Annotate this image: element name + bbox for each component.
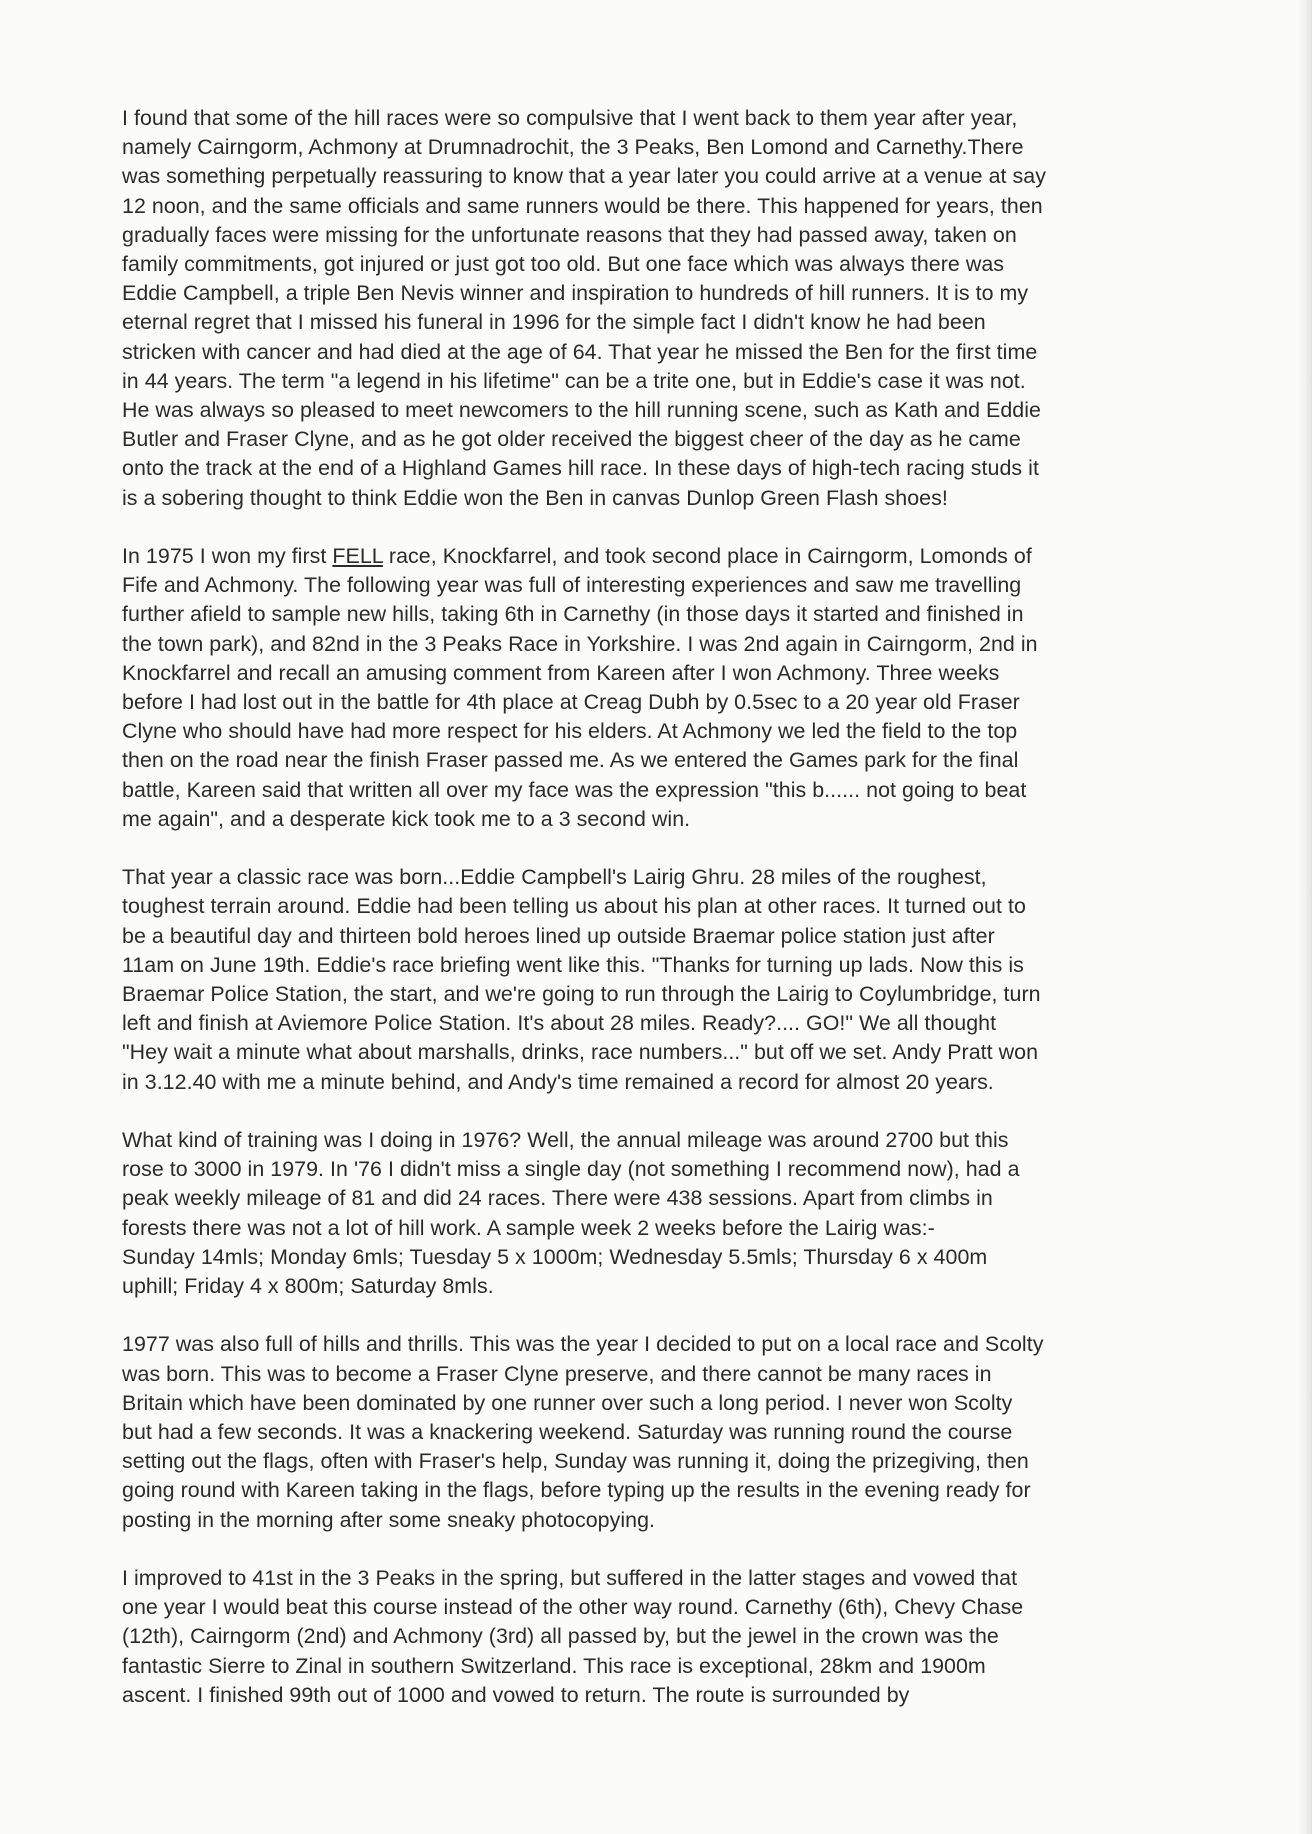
text-line: family commitments, got injured or just got too old. But one face which was always there was — [122, 252, 1005, 277]
text-line: 11am on June 19th. Eddie's race briefing went like this. "Thanks for turning up lads. Now this is — [122, 952, 1024, 977]
text-line: Sunday 14mls; Monday 6mls; Tuesday 5 x 1000m; Wednesday 5.5mls; Thursday 6 x 400m — [122, 1244, 988, 1269]
text-line: uphill; Friday 4 x 800m; Saturday 8mls. — [122, 1274, 494, 1299]
text-line: namely Cairngorm, Achmony at Drumnadrochit, the 3 Peaks, Ben Lomond and Carnethy.There — [122, 135, 1024, 160]
page-edge-shadow — [1298, 0, 1312, 1834]
text-line: battle, Kareen said that written all over my face was the expression "this b...... not going to beat — [122, 777, 1027, 802]
text-line: rose to 3000 in 1979. In '76 I didn't miss a single day (not something I recommend now), had a — [122, 1157, 1020, 1182]
text-segment: race, Knockfarrel, and took second place in Cairngorm, Lomonds of — [382, 544, 1032, 569]
paragraph-sierre-zinal — [122, 1564, 1212, 1710]
text-line: further afield to sample new hills, taking 6th in Carnethy (in those days it started and finished in — [122, 602, 1024, 627]
text-line: then on the road near the finish Fraser passed me. As we entered the Games park for the final — [122, 748, 1019, 773]
document-body — [122, 104, 1212, 1739]
text-line: He was always so pleased to meet newcomers to the hill running scene, such as Kath and Eddie — [122, 398, 1041, 423]
text-line: toughest terrain around. Eddie had been telling us about his plan at other races. It turned out to — [122, 894, 1026, 919]
text-line: Clyne who should have had more respect for his elders. At Achmony we led the field to the top — [122, 719, 1018, 744]
text-line: me again", and a desperate kick took me to a 3 second win. — [122, 806, 691, 831]
text-line: gradually faces were missing for the unfortunate reasons that they had passed away, taken on — [122, 222, 1017, 247]
text-line: fantastic Sierre to Zinal in southern Switzerland. This race is exceptional, 28km and 1900m — [122, 1653, 986, 1678]
text-line: Braemar Police Station, the start, and we're going to run through the Lairig to Coylumbridge, turn — [122, 982, 1041, 1007]
text-line: the town park), and 82nd in the 3 Peaks Race in Yorkshire. I was 2nd again in Cairngorm, 2nd in — [122, 631, 1038, 656]
text-line: in 3.12.40 with me a minute behind, and Andy's time remained a record for almost 20 years. — [122, 1069, 994, 1094]
text-line: before I had lost out in the battle for 4th place at Creag Dubh by 0.5sec to a 20 year old Fraser — [122, 690, 1020, 715]
text-line: Knockfarrel and recall an amusing comment from Kareen after I won Achmony. Three weeks — [122, 660, 1000, 685]
text-line: 1977 was also full of hills and thrills. This was the year I decided to put on a local race and Scolty — [122, 1332, 1044, 1357]
text-line: "Hey wait a minute what about marshalls, drinks, race numbers..." but off we set. Andy Pratt won — [122, 1040, 1039, 1065]
text-line: (12th), Cairngorm (2nd) and Achmony (3rd) all passed by, but the jewel in the crown was the — [122, 1624, 999, 1649]
text-line: peak weekly mileage of 81 and did 24 races. There were 438 sessions. Apart from climbs in — [122, 1186, 993, 1211]
text-line: Fife and Achmony. The following year was full of interesting experiences and saw me travelling — [122, 573, 1022, 598]
text-line: was born. This was to become a Fraser Clyne preserve, and there cannot be many races in — [122, 1361, 992, 1386]
text-line: eternal regret that I missed his funeral in 1996 for the simple fact I didn't know he had been — [122, 310, 986, 335]
text-line: one year I would beat this course instead of the other way round. Carnethy (6th), Chevy Chase — [122, 1595, 1024, 1620]
underlined-word-fell: FELL — [332, 544, 383, 569]
text-line-first — [122, 542, 1212, 571]
paragraph-training-1976 — [122, 1126, 1212, 1301]
text-line: forests there was not a lot of hill work. A sample week 2 weeks before the Lairig was:- — [122, 1215, 935, 1240]
text-line: but had a few seconds. It was a knackering weekend. Saturday was running round the course — [122, 1420, 1013, 1445]
text-line: ascent. I finished 99th out of 1000 and vowed to return. The route is surrounded by — [122, 1682, 910, 1707]
paragraph-lairig-ghru — [122, 863, 1212, 1097]
text-line: stricken with cancer and had died at the age of 64. That year he missed the Ben for the first time — [122, 339, 1038, 364]
text-line: Britain which have been dominated by one runner over such a long period. I never won Scolty — [122, 1390, 1013, 1415]
text-line: be a beautiful day and thirteen bold heroes lined up outside Braemar police station just after — [122, 923, 995, 948]
paragraph-1975-fell — [122, 542, 1212, 834]
text-line: Eddie Campbell, a triple Ben Nevis winner and inspiration to hundreds of hill runners. It is to my — [122, 281, 1029, 306]
text-line: That year a classic race was born...Eddie Campbell's Lairig Ghru. 28 miles of the roughest, — [122, 865, 987, 890]
text-line: setting out the flags, often with Fraser's help, Sunday was running it, doing the prizegiving, then — [122, 1449, 1029, 1474]
text-line: I improved to 41st in the 3 Peaks in the spring, but suffered in the latter stages and vowed that — [122, 1566, 1018, 1591]
text-line: going round with Kareen taking in the flags, before typing up the results in the evening ready for — [122, 1478, 1031, 1503]
paragraph-hill-races — [122, 104, 1212, 513]
text-line: in 44 years. The term "a legend in his lifetime" can be a trite one, but in Eddie's case it was not. — [122, 368, 1026, 393]
text-line: I found that some of the hill races were so compulsive that I went back to them year after year, — [122, 106, 1018, 130]
text-line: What kind of training was I doing in 1976? Well, the annual mileage was around 2700 but this — [122, 1128, 1009, 1153]
text-line: 12 noon, and the same officials and same runners would be there. This happened for years, then — [122, 193, 1043, 218]
text-line: left and finish at Aviemore Police Station. It's about 28 miles. Ready?.... GO!" We all thought — [122, 1011, 997, 1036]
text-line: onto the track at the end of a Highland Games hill race. In these days of high-tech racing studs it — [122, 456, 1039, 481]
text-line: posting in the morning after some sneaky photocopying. — [122, 1507, 656, 1532]
text-line: was something perpetually reassuring to know that a year later you could arrive at a venue at say — [122, 164, 1046, 189]
text-line: is a sobering thought to think Eddie won the Ben in canvas Dunlop Green Flash shoes! — [122, 485, 948, 510]
text-segment: In 1975 I won my first — [122, 544, 333, 569]
paragraph-scolty-1977 — [122, 1330, 1212, 1534]
text-line: Butler and Fraser Clyne, and as he got older received the biggest cheer of the day as he came — [122, 427, 1021, 452]
